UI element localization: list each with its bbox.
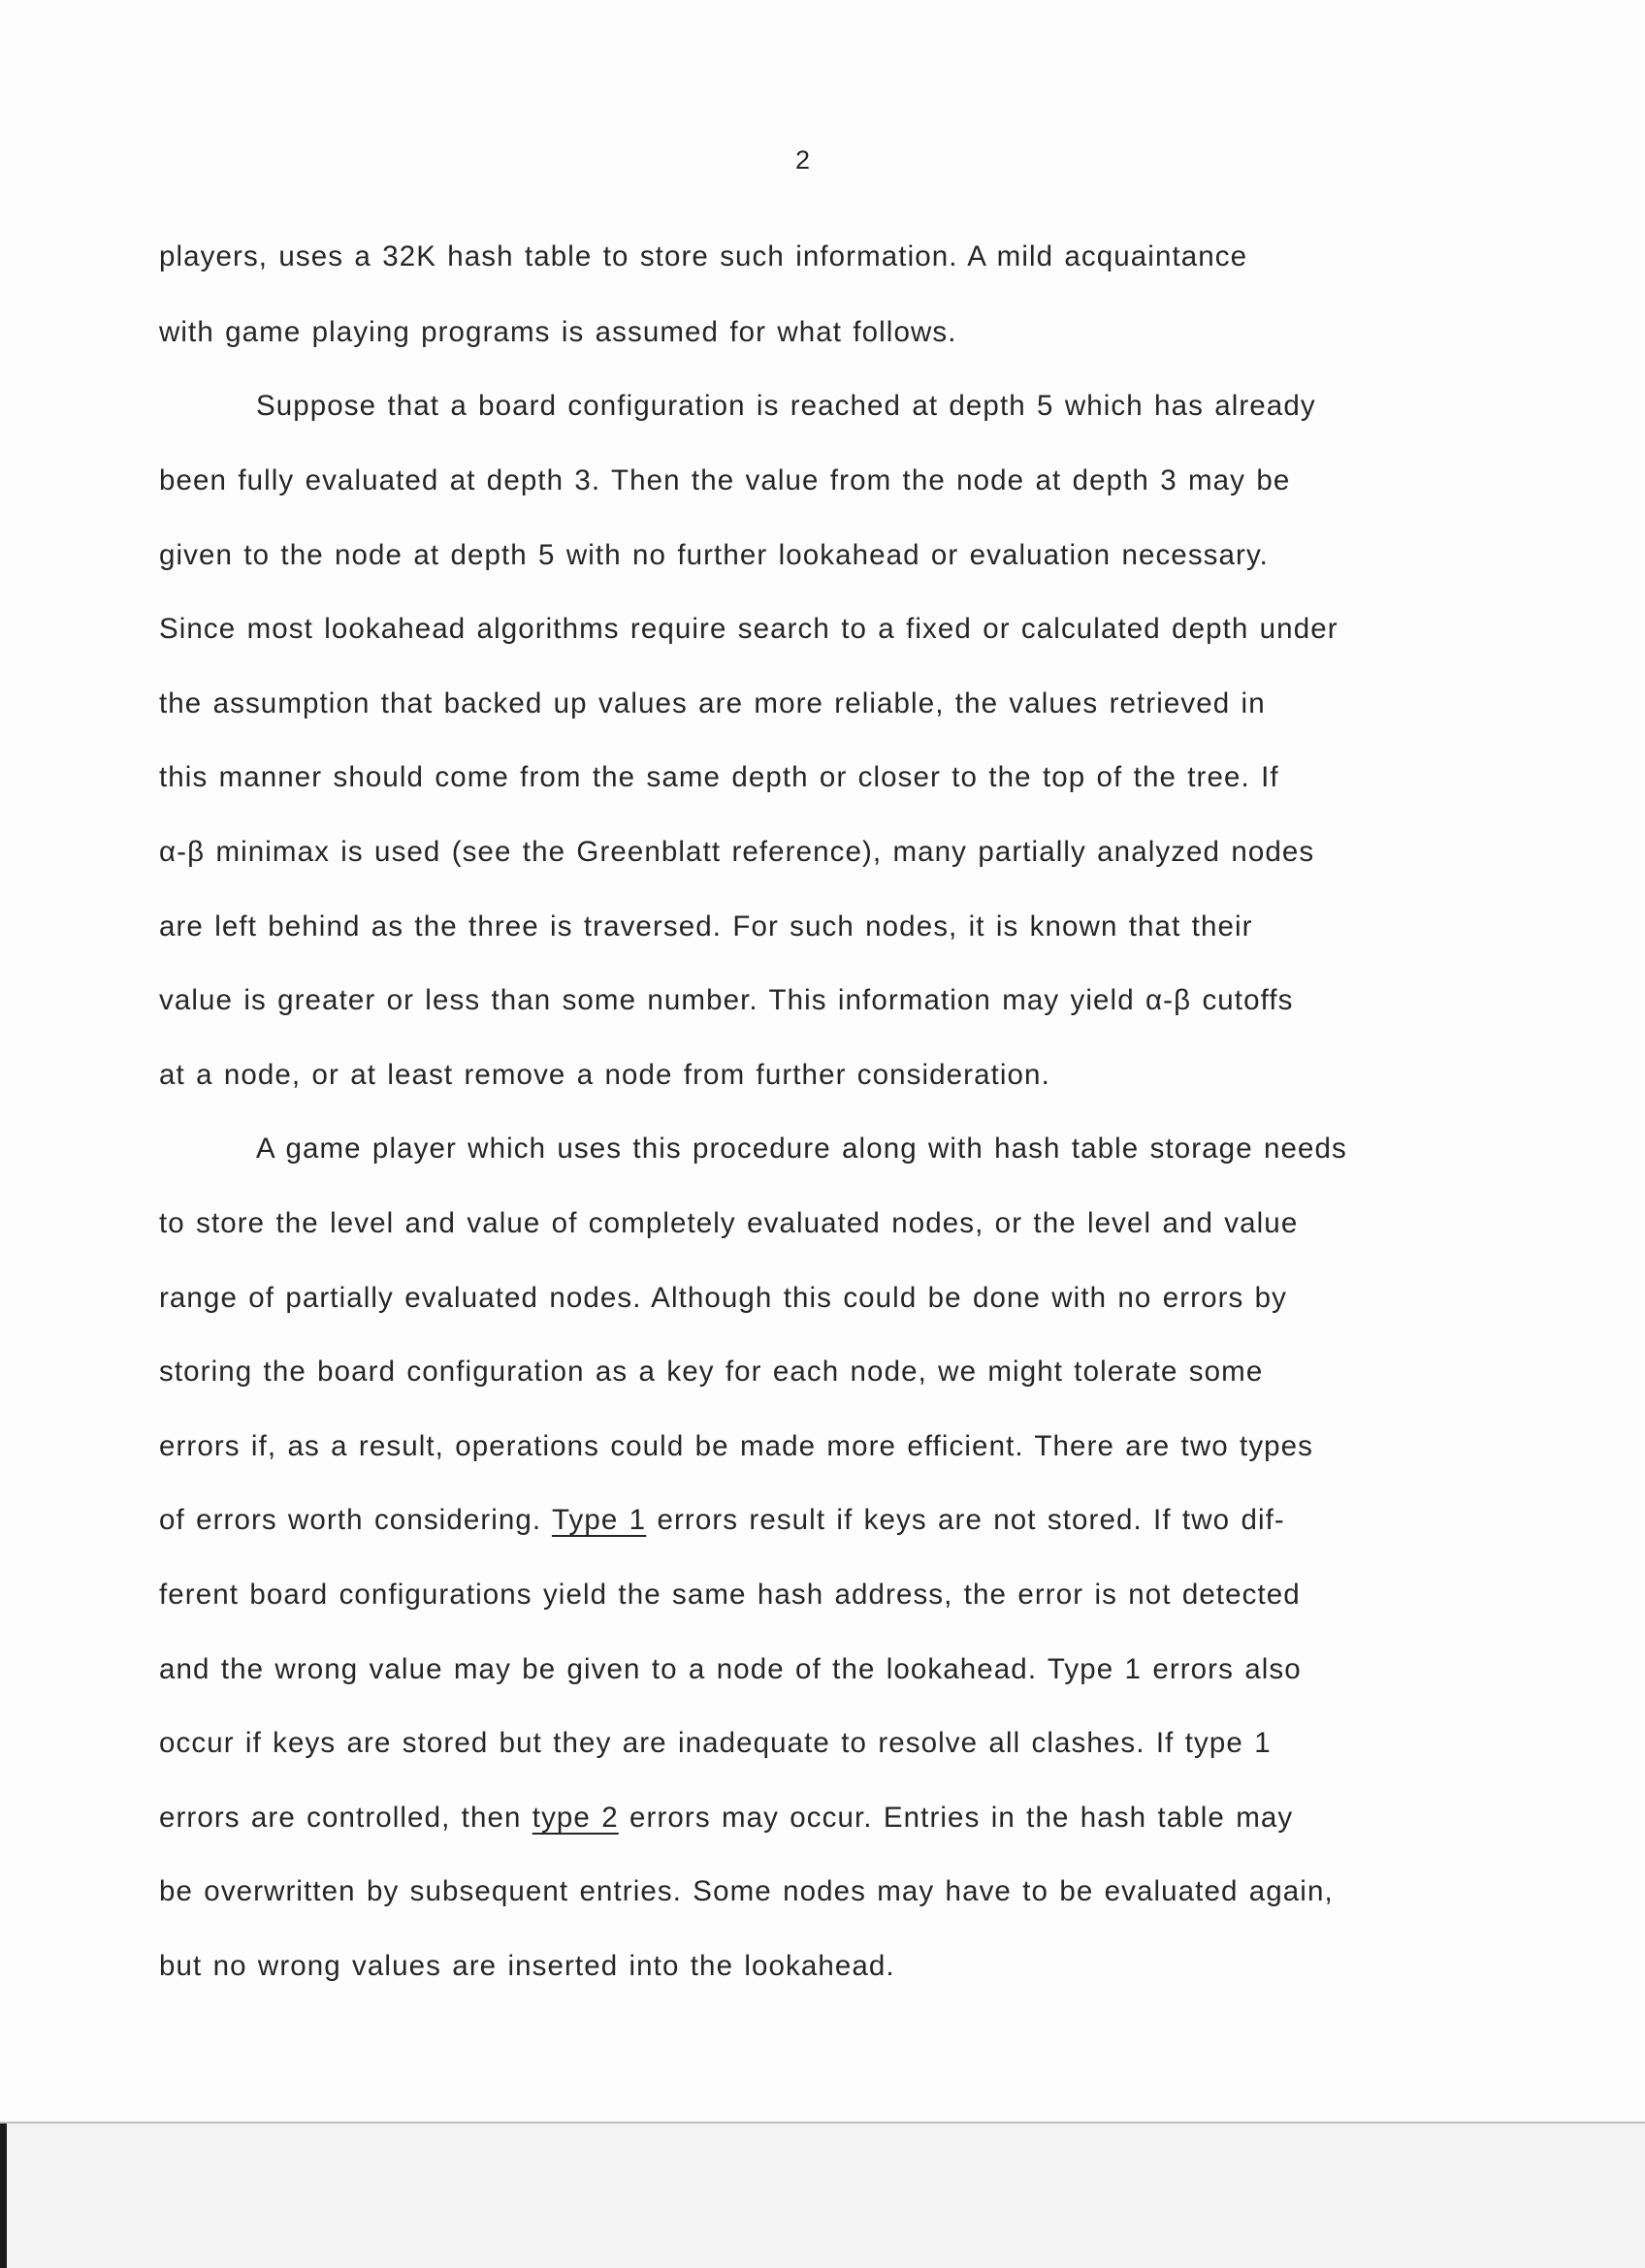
text-line xyxy=(159,1801,1293,1836)
page-number: 2 xyxy=(794,145,812,175)
text-segment: of errors worth considering. xyxy=(159,1504,552,1536)
text-line: to store the level and value of completely evaluated nodes, or the level and value xyxy=(159,1207,1299,1239)
text-line: and the wrong value may be given to a node of the lookahead. Type 1 errors also xyxy=(159,1653,1302,1685)
text-line: storing the board configuration as a key for each node, we might tolerate some xyxy=(159,1356,1264,1388)
text-line: given to the node at depth 5 with no further lookahead or evaluation necessary. xyxy=(159,539,1269,571)
text-segment: errors result if keys are not stored. If two dif- xyxy=(646,1504,1285,1536)
text-line: range of partially evaluated nodes. Although this could be done with no errors by xyxy=(159,1282,1288,1314)
text-line: A game player which uses this procedure along with hash table storage needs xyxy=(256,1133,1347,1165)
underlined-term: Type 1 xyxy=(552,1504,647,1536)
text-line: occur if keys are stored but they are inadequate to resolve all clashes. If type 1 xyxy=(159,1727,1272,1759)
text-line: at a node, or at least remove a node from further consideration. xyxy=(159,1059,1050,1091)
text-line: with game playing programs is assumed for what follows. xyxy=(159,316,957,348)
text-line: errors if, as a result, operations could be made more efficient. There are two types xyxy=(159,1430,1314,1462)
text-line: Suppose that a board configuration is reached at depth 5 which has already xyxy=(256,390,1316,422)
text-line: be overwritten by subsequent entries. Some nodes may have to be evaluated again, xyxy=(159,1875,1334,1907)
text-line: are left behind as the three is traversed. For such nodes, it is known that their xyxy=(159,910,1253,942)
binding-shadow xyxy=(0,2124,7,2268)
text-line: but no wrong values are inserted into the lookahead. xyxy=(159,1950,895,1982)
text-line xyxy=(159,1503,1285,1538)
text-line: the assumption that backed up values are more reliable, the values retrieved in xyxy=(159,687,1266,719)
text-line: been fully evaluated at depth 3. Then the value from the node at depth 3 may be xyxy=(159,464,1291,496)
text-segment: errors may occur. Entries in the hash table may xyxy=(618,1802,1294,1834)
text-segment: errors are controlled, then xyxy=(159,1802,532,1834)
text-line: ferent board configurations yield the same hash address, the error is not detected xyxy=(159,1579,1301,1611)
text-line: this manner should come from the same depth or closer to the top of the tree. If xyxy=(159,761,1279,793)
text-line: value is greater or less than some number. This information may yield α-β cutoffs xyxy=(159,984,1294,1016)
text-line: Since most lookahead algorithms require search to a fixed or calculated depth under xyxy=(159,613,1339,645)
underlined-term: type 2 xyxy=(532,1802,619,1834)
text-line: α-β minimax is used (see the Greenblatt reference), many partially analyzed nodes xyxy=(159,836,1315,868)
text-line: players, uses a 32K hash table to store such information. A mild acquaintance xyxy=(159,240,1248,272)
underlying-sheet xyxy=(0,2124,1645,2268)
